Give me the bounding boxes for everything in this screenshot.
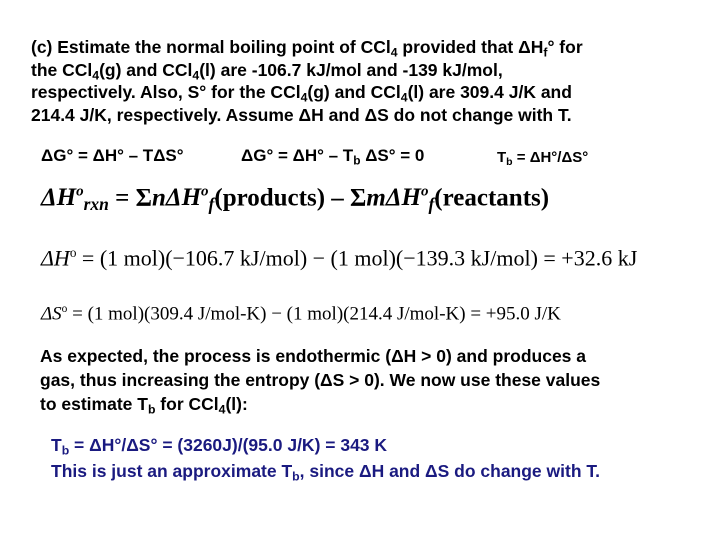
boiling-point-result: $T_b = \Delta H^\circ/\Delta S^\circ = (3260J)/(95.0$ J/K) = 343 K: [51, 435, 388, 458]
boiling-point-formula: $T_b = \Delta H^\circ/\Delta S^\circ$: [497, 149, 589, 168]
problem-line-3: respectively. Also, S° for the CCl$_4$(g) and CCl$_4$(l) are 309.4 J/K and: [31, 82, 572, 105]
explanation-line-3: to estimate $T_b$ for CCl$_4$(l):: [40, 394, 248, 417]
gibbs-equation: ΔG° = ΔH° – TΔS°: [41, 146, 184, 165]
problem-statement: [31, 36, 701, 126]
result-block: [51, 432, 600, 484]
explanation-line-1: As expected, the process is endothermic (ΔH > 0) and produces a: [40, 346, 587, 366]
problem-line-1: (c) Estimate the normal boiling point of CCl$_4$ provided that $\Delta H_f^\circ$ for: [31, 37, 583, 60]
explanation-paragraph: [40, 344, 700, 416]
problem-line-2: the CCl$_4$(g) and CCl$_4$(l) are -106.7 kJ/mol and -139 kJ/mol,: [31, 59, 503, 82]
boiling-condition-equation: $\Delta G^\circ = \Delta H^\circ - T_b$ ΔS° = 0: [241, 146, 425, 168]
entropy-calculation: $\Delta S^o = (1$ mol)(309.4 J/mol-K) − (1 mol)(214.4 J/mol-K) = +95.0 J/K: [41, 303, 561, 325]
hess-law-equation: $\Delta H^o_{rxn}$ = ΣnΔH$^o_f$(products) – ΣmΔH$^o_f$(reactants): [41, 184, 550, 215]
explanation-line-2: gas, thus increasing the entropy (ΔS > 0). We now use these values: [40, 370, 601, 390]
problem-line-4: 214.4 J/K, respectively. Assume ΔH and ΔS do not change with T.: [31, 104, 572, 125]
approximation-note: This is just an approximate $T_b$, since ΔH and ΔS do change with T.: [51, 461, 600, 484]
enthalpy-calculation: $\Delta H^o = (1$ mol)(−106.7 kJ/mol) − (1 mol)(−139.3 kJ/mol) = +32.6 kJ: [41, 245, 638, 271]
